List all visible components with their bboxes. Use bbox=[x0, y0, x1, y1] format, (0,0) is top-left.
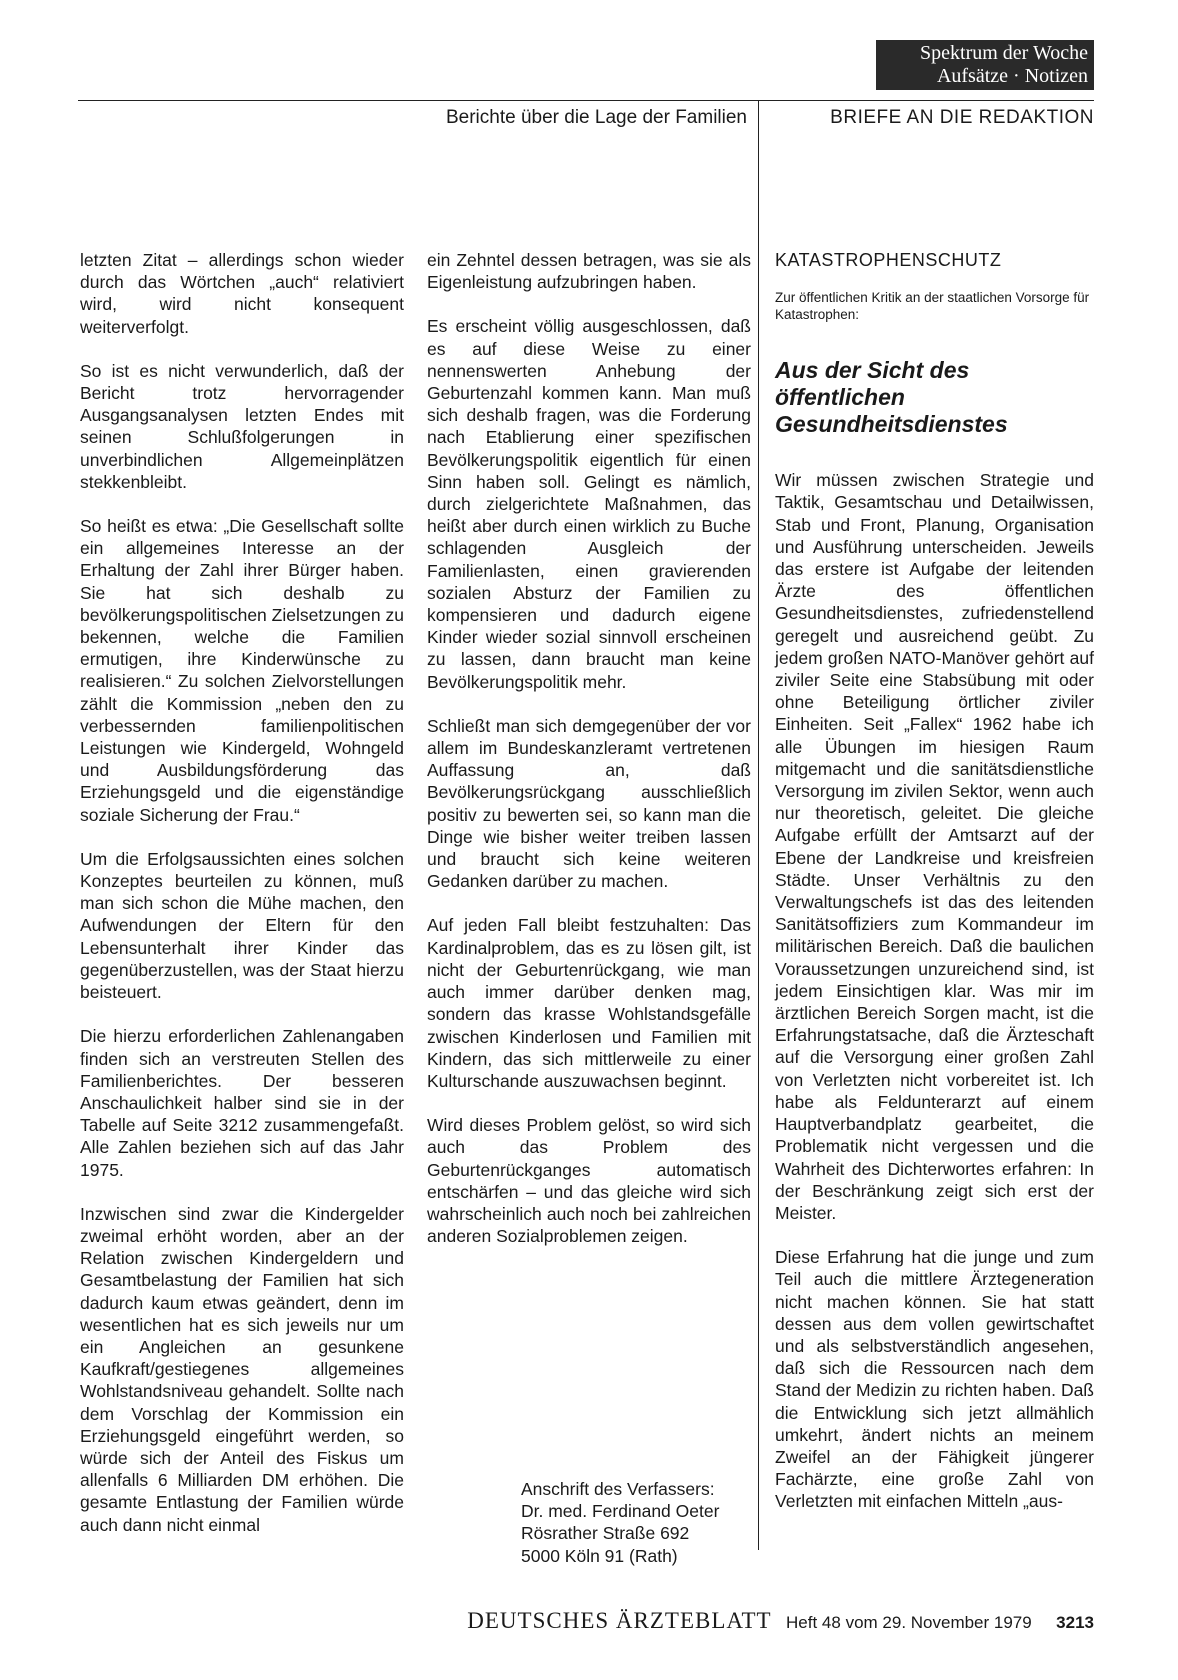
page-footer bbox=[412, 1608, 1094, 1634]
header-rule bbox=[78, 100, 1094, 101]
paragraph: Schließt man sich demgegenüber der vor allem im Bundeskanzleramt vertretenen Auffassung an, daß Bevölkerungsrückgang ausschließlich positiv zu bewerten sei, so kann man die Dinge wie bisher weiter treiben lassen und braucht sich keine weiteren Gedanken darüber zu machen. bbox=[427, 715, 751, 892]
letter-headline: Aus der Sicht des öffentlichen Gesundheitsdienstes bbox=[775, 357, 1008, 438]
address-line: Anschrift des Verfassers: bbox=[521, 1479, 715, 1499]
letters-column bbox=[775, 249, 1094, 1535]
journal-name: DEUTSCHES ÄRZTEBLATT bbox=[467, 1608, 772, 1633]
badge-line-1: Spektrum der Woche bbox=[920, 42, 1088, 64]
author-address bbox=[521, 1478, 761, 1567]
address-line: 5000 Köln 91 (Rath) bbox=[521, 1545, 678, 1566]
letter-intro: Zur öffentlichen Kritik an der staatlichen Vorsorge für Katastrophen: bbox=[775, 290, 1090, 323]
running-head-right: BRIEFE AN DIE REDAKTION bbox=[830, 107, 1094, 128]
paragraph: Diese Erfahrung hat die junge und zum Teil auch die mittlere Ärztegeneration nicht machen können. Sie hat statt dessen aus dem vollen gewirtschaftet und als selbstverständlich angesehen, daß sich die Ressourcen nach dem Stand der Medizin zu richten haben. Daß die Entwicklung sich jetzt allmählich umkehrt, ändert nichts an meinem Zweifel an der Fähigkeit jüngerer Fachärzte, eine große Zahl von Verletzten mit einfachen Mitteln „aus- bbox=[775, 1247, 1094, 1512]
paragraph: Inzwischen sind zwar die Kindergelder zweimal erhöht worden, aber an der Relation zwischen Kindergeldern und Gesamtbelastung der Familien hat sich dadurch kaum etwas geändert, denn im wesentlichen hat es sich jeweils nur um ein Angleichen an gesunkene Kaufkraft/gestiegenes allgemeines Wohlstandsniveau gehandelt. Sollte nach dem Vorschlag der Kommission ein Erziehungsgeld eingeführt werden, so würde sich der Anteil des Fiskus um allenfalls 6 Milliarden DM erhöhen. Die gesamte Entlastung der Familien würde auch dann nicht einmal bbox=[80, 1203, 404, 1535]
section-badge bbox=[876, 40, 1094, 90]
paragraph: So ist es nicht verwunderlich, daß der Bericht trotz hervorragender Ausgangsanalysen letzten Endes mit seinen Schlußfolgerungen in unverbindlichen Allgemeinplätzen stekkenbleibt. bbox=[80, 360, 404, 492]
paragraph: Es erscheint völlig ausgeschlossen, daß es auf diese Weise zu einer nennenswerten Anhebung der Geburtenzahl kommen kann. Man muß sich deshalb fragen, was die Forderung nach Etablierung einer spezifischen Bevölkerungspolitik eigentlich für einen Sinn haben soll. Gelingt es nämlich, durch zielgerichtete Maßnahmen, das heißt aber durch einen wirklich zu Buche schlagenden Ausgleich der Familienlasten, einen gravierenden sozialen Absturz der Familien zu kompensieren und dadurch eigene Kinder wieder sozial sinnvoll erscheinen zu lassen, dann braucht man keine Bevölkerungspolitik mehr. bbox=[427, 316, 751, 692]
issue-info: Heft 48 vom 29. November 1979 bbox=[786, 1613, 1032, 1632]
address-line: Rösrather Straße 692 bbox=[521, 1523, 690, 1544]
letter-kicker: KATASTROPHENSCHUTZ bbox=[775, 250, 1002, 270]
article-column-1 bbox=[80, 249, 404, 1558]
paragraph: Auf jeden Fall bleibt festzuhalten: Das Kardinalproblem, das es zu lösen gilt, ist nicht der Geburtenrückgang, wie man auch immer darüber denken mag, sondern das krasse Wohlstandsgefälle zwischen Kinderlosen und Familien mit Kindern, das sich mittlerweile zu einer Kulturschande auszuwachsen beginnt. bbox=[427, 915, 751, 1091]
address-line: Dr. med. Ferdinand Oeter bbox=[521, 1501, 720, 1522]
paragraph: ein Zehntel dessen betragen, was sie als Eigenleistung aufzubringen haben. bbox=[427, 250, 751, 293]
paragraph: letzten Zitat – allerdings schon wieder durch das Wörtchen „auch“ relativiert wird, wird nicht konsequent weiterverfolgt. bbox=[80, 250, 404, 337]
column-divider bbox=[758, 100, 759, 1550]
paragraph: Wird dieses Problem gelöst, so wird sich auch das Problem des Geburtenrückganges automatisch entschärfen – und das gleiche wird sich wahrscheinlich auch noch bei zahlreichen anderen Sozialproblemen zeigen. bbox=[427, 1115, 751, 1247]
running-head-left: Berichte über die Lage der Familien bbox=[445, 107, 747, 128]
paragraph: Um die Erfolgsaussichten eines solchen Konzeptes beurteilen zu können, muß man sich schon die Mühe machen, den Aufwendungen der Eltern für den Lebensunterhalt ihrer Kinder das gegenüberzustellen, was der Staat hierzu beisteuert. bbox=[80, 848, 404, 1003]
paragraph: So heißt es etwa: „Die Gesellschaft sollte ein allgemeines Interesse an der Erhaltung der Zahl ihrer Bürger haben. Sie hat sich deshalb zu bevölkerungspolitischen Zielsetzungen zu bekennen, welche die Familien ermutigen, ihre Kinderwünsche zu realisieren.“ Zu solchen Zielvorstellungen zählt die Kommission „neben den zu verbessernden familienpolitischen Leistungen wie Kindergeld, Wohngeld und Ausbildungsförderung das Erziehungsgeld und die eigenständige soziale Sicherung der Frau.“ bbox=[80, 516, 404, 825]
page-number: 3213 bbox=[1056, 1613, 1094, 1632]
article-column-2 bbox=[427, 249, 751, 1269]
badge-line-2: Aufsätze · Notizen bbox=[936, 65, 1088, 87]
paragraph: Die hierzu erforderlichen Zahlenangaben finden sich an verstreuten Stellen des Familienberichtes. Der besseren Anschaulichkeit halber sind sie in der Tabelle auf Seite 3212 zusammengefaßt. Alle Zahlen beziehen sich auf das Jahr 1975. bbox=[80, 1026, 404, 1180]
paragraph: Wir müssen zwischen Strategie und Taktik, Gesamtschau und Detailwissen, Stab und Front, Planung, Organisation und Ausführung unterscheiden. Jeweils das erstere ist Aufgabe der leitenden Ärzte des öffentlichen Gesundheitsdienstes, zufriedenstellend geregelt und ausreichend geübt. Zu jedem großen NATO-Manöver gehört auf ziviler Seite eine Stabsübung mit oder ohne Beteiligung örtlicher ziviler Einheiten. Seit „Fallex“ 1962 habe ich alle Übungen im hiesigen Raum mitgemacht und die sanitätsdienstliche Versorgung im zivilen Sektor, wenn auch nur theoretisch, geleitet. Die gleiche Aufgabe erfüllt der Amtsarzt auf der Ebene der Landkreise und kreisfreien Städte. Unser Verhältnis zu den Verwaltungschefs ist das des leitenden Sanitätsoffiziers zum Kommandeur im militärischen Bereich. Daß die baulichen Voraussetzungen unzureichend sind, ist jedem Einsichtigen klar. Was mir im ärztlichen Bereich Sorgen macht, ist die Erfahrungstatsache, daß die Ärzteschaft auf die Versorgung einer großen Zahl von Verletzten nicht vorbereitet ist. Ich habe als Feldunterarzt auf einem Hauptverbandplatz gearbeitet, die Problematik nicht vergessen und die Wahrheit des Dichterwortes erfahren: In der Beschränkung zeigt sich erst der Meister. bbox=[775, 470, 1094, 1223]
